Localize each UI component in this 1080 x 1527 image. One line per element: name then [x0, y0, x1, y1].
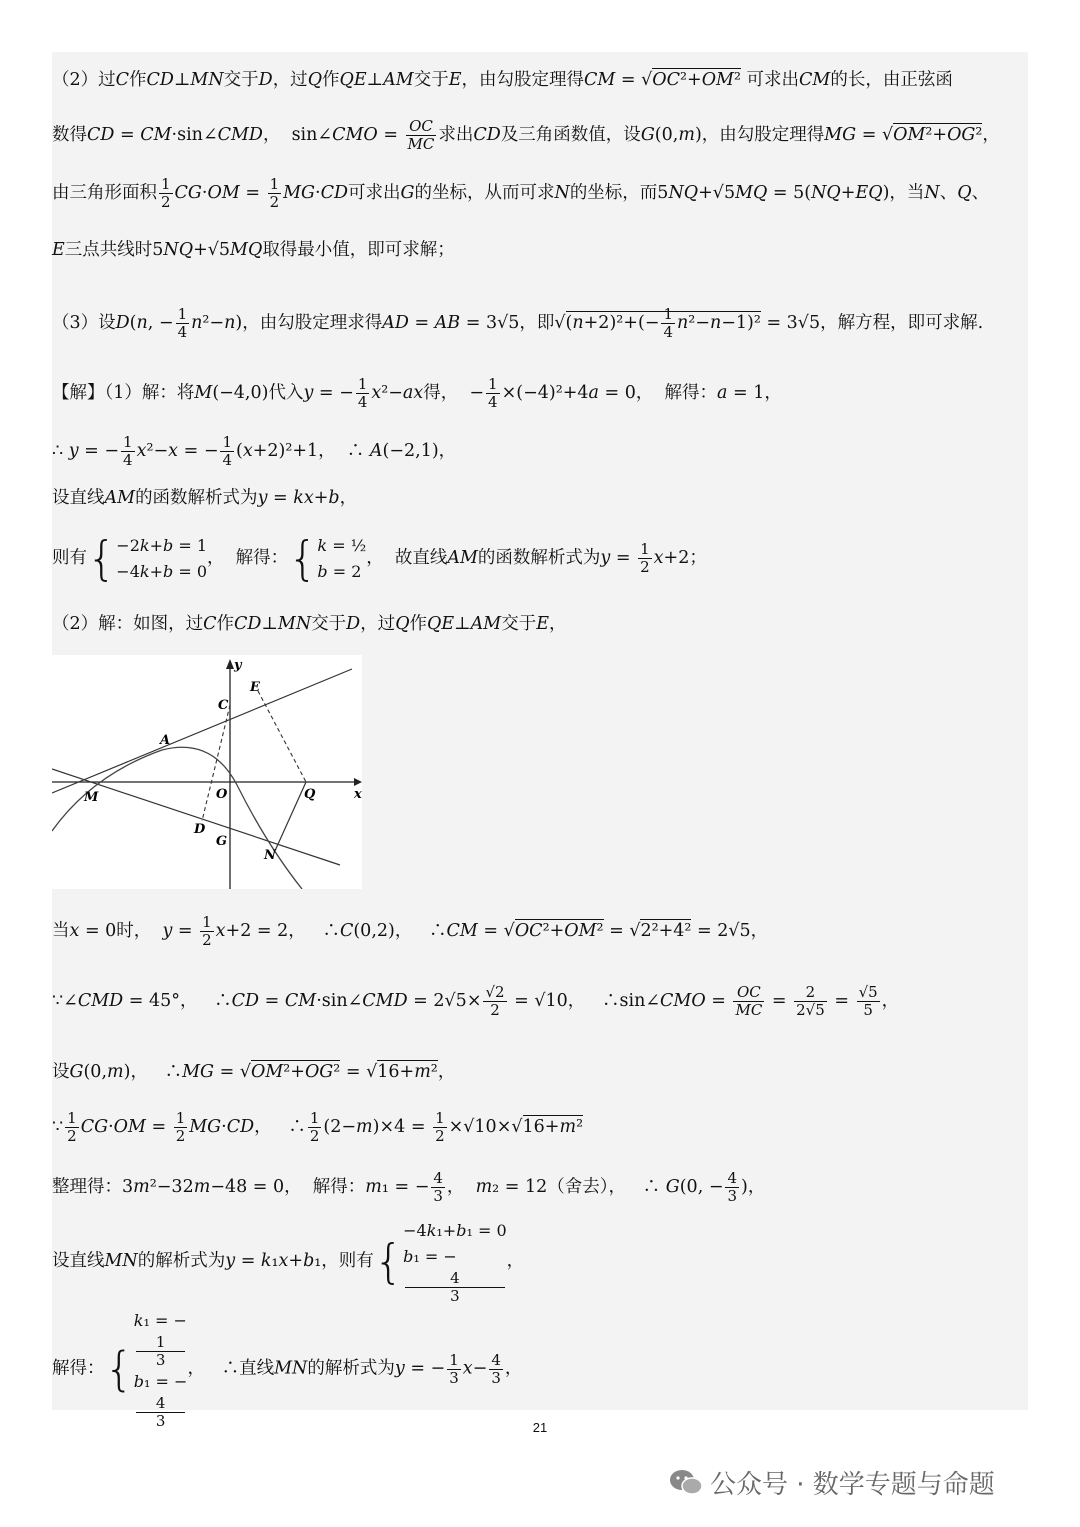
- sol2-line-b: 当x = 0时， y = $\frac{1}{2}$ x+2 = 2， ∴C(0,2)， ∴CM = √OC²+OM² = √2²+4² = 2√5，: [52, 913, 769, 949]
- label-n: N: [264, 848, 276, 863]
- wechat-icon: [668, 1467, 704, 1504]
- p2-hint-line-1: （2）过C作CD⊥MN交于D，过Q作QE⊥AM交于E，由勾股定理得CM = √OC²+OM² 可求出CM的长，由正弦函: [52, 70, 953, 90]
- p2-hint-line-4: E三点共线时5NQ+√5MQ取得最小值，即可求解；: [52, 240, 455, 260]
- line-mn: [52, 769, 340, 865]
- segment-cd: [202, 705, 230, 821]
- p3-hint: （3）设D(n, − $\frac{1}{4}$ n²−n)，由勾股定理求得AD = AB = 3√5，即√(n+2)²+(− $\frac{1}{4}$ n²−n−1)² = 3√5，解方程，即可求解.: [52, 305, 984, 341]
- label-a: A: [160, 733, 171, 748]
- sol2-line-e: ∵ $\frac{1}{2}$ CG·OM = $\frac{1}{2}$ MG·CD， ∴ $\frac{1}{2}$ (2−m)×4 = $\frac{1}{2}$ ×√10×√16+m²: [52, 1109, 584, 1145]
- label-m: M: [84, 790, 99, 805]
- segment-qe: [258, 691, 306, 782]
- label-c: C: [218, 698, 229, 713]
- label-y: y: [234, 658, 242, 673]
- sol2-line-g: 设直线MN的解析式为y = k₁x+b₁，则有{ −4k₁+b₁ = 0 b₁ = − 4 3 ，: [52, 1221, 525, 1305]
- geometry-figure: [52, 655, 362, 889]
- label-d: D: [194, 822, 206, 837]
- label-g: G: [216, 834, 228, 849]
- sol2-line-f: 整理得：3m²−32m−48 = 0， 解得：m₁ = − $\frac{4}{3}$ ， m₂ = 12（舍去）， ∴ G(0, − $\frac{4}{3}$ )，: [52, 1169, 766, 1205]
- watermark-text: 公众号 · 数学专题与命题: [710, 1470, 995, 1500]
- sol1-line-c: 设直线AM的函数解析式为y = kx+b，: [52, 488, 358, 508]
- sol2-line-a: （2）解：如图，过C作CD⊥MN交于D，过Q作QE⊥AM交于E，: [52, 614, 567, 634]
- sol1-line-a: 【解】（1）解：将M(−4,0)代入y = − $\frac{1}{4}$ x²−ax得， − $\frac{1}{4}$ ×(−4)²+4a = 0， 解得：a = 1，: [52, 375, 782, 411]
- label-x: x: [354, 787, 362, 802]
- label-o: O: [216, 787, 228, 802]
- p2-hint-line-3: 由三角形面积 $\frac{1}{2}$ CG·OM = $\frac{1}{2}$ MG·CD可求出G的坐标，从而可求N的坐标，而5NQ+√5MQ = 5(NQ+EQ)，当N、Q、: [52, 175, 990, 211]
- label-q: Q: [304, 787, 316, 802]
- sol1-line-d: 则有{ −2k+b = 1 −4k+b = 0 ， 解得：{ k = ½ b = 2 ， 故直线AM的函数解析式为y = $\frac{1}{2}$ x+2；: [52, 531, 707, 586]
- y-axis-arrow-icon: [226, 659, 234, 669]
- sol2-line-c: ∵∠CMD = 45°， ∴CD = CM·sin∠CMD = 2√5× $\frac{√2}{2}$ = √10， ∴sin∠CMO = $\frac{OC}{MC}$ = $\frac{2}{2√5}$ = $\frac{√5}{5}$ ，: [52, 983, 900, 1019]
- segment-qn: [274, 782, 306, 853]
- p2-hint-line-2: 数得CD = CM·sin∠CMD， sin∠CMO = $\frac{OC}{MC}$ 求出CD及三角函数值，设G(0,m)，由勾股定理得MG = √OM²+OG²，: [52, 117, 1000, 153]
- sol2-line-h: 解得：{ k₁ = − 1 3 b₁ = − 4 3 ， ∴直线MN的解析式为y = − $\frac{1}{3}$ x− $\frac{4}{3}$ ，: [52, 1311, 523, 1430]
- label-e: E: [250, 680, 260, 695]
- sol1-line-b: ∴ y = − $\frac{1}{4}$ x²−x = − $\frac{1}{4}$ (x+2)²+1， ∴ A(−2,1)，: [52, 433, 457, 469]
- sol2-line-d: 设G(0,m)， ∴MG = √OM²+OG² = √16+m²，: [52, 1062, 456, 1082]
- parabola: [52, 747, 302, 889]
- watermark: [668, 1464, 995, 1504]
- figure-svg: [52, 655, 362, 889]
- page-number: 21: [532, 1420, 548, 1435]
- x-axis-arrow-icon: [354, 778, 362, 786]
- line-am: [52, 669, 352, 793]
